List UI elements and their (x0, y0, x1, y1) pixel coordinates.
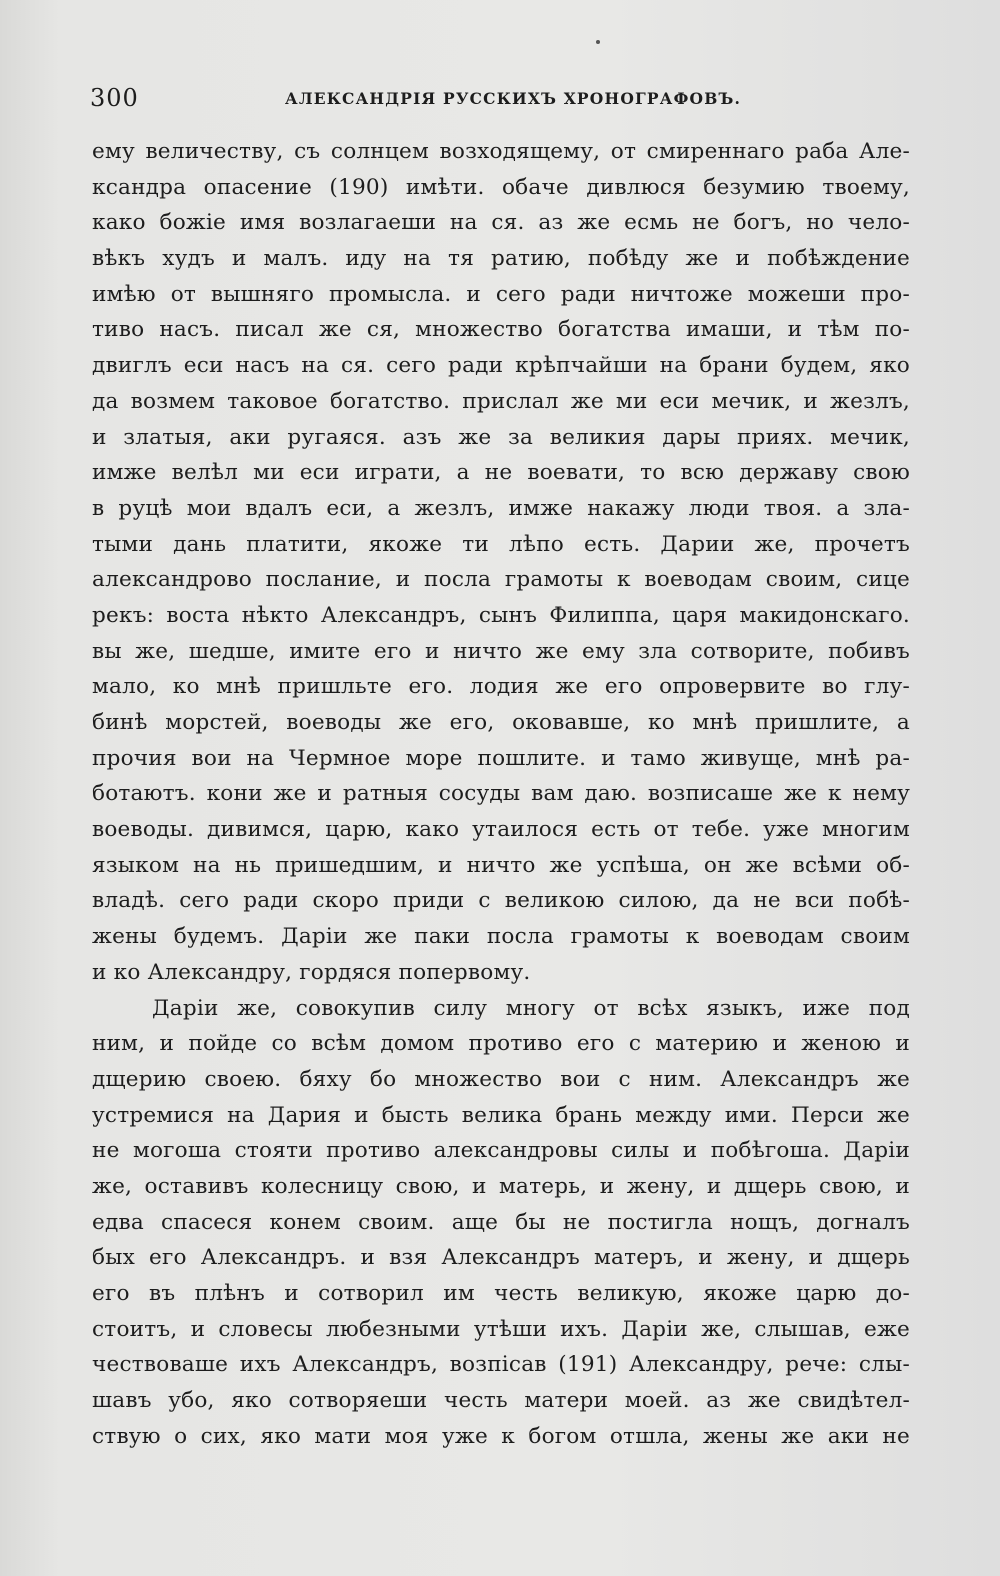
text-line: имже велѣл ми еси играти, а не воевати, то всю державу свою (92, 460, 910, 486)
text-line: ксандра опасение (190) имѣти. обаче дивлюся безумию твоему, (92, 174, 910, 200)
text-line: же, оставивъ колесницу свою, и матерь, и жену, и дщерь свою, и (92, 1173, 910, 1199)
text-line: устремися на Дария и бысть велика брань между ими. Перси же (92, 1102, 910, 1128)
text-line: стоитъ, и словесы любезными утѣши ихъ. Даріи же, слышав, еже (92, 1316, 910, 1342)
text-line: рекъ: воста нѣкто Александръ, сынъ Филиппа, царя макидонскаго. (92, 602, 910, 628)
text-line: воеводы. дивимся, царю, како утаилося есть от тебе. уже многим (92, 817, 910, 843)
text-line: жены будемъ. Даріи же паки посла грамоты к воеводам своим (92, 924, 910, 950)
page-header (90, 84, 910, 120)
text-line: дщерию своею. бяху бо множество вои с ним. Александръ же (92, 1066, 910, 1092)
text-line: како божіе имя возлагаеши на ся. аз же есмь не богъ, но чело- (92, 210, 910, 236)
text-line: бых его Александръ. и взя Александръ матеръ, и жену, и дщерь (92, 1245, 910, 1271)
text-line: бинѣ морстей, воеводы же его, оковавше, ко мнѣ пришлите, а (92, 710, 910, 735)
text-line: двиглъ еси насъ на ся. сего ради крѣпчайши на брани будем, яко (92, 353, 910, 379)
paragraph-first-line: Даріи же, совокупив силу многу от всѣх языкъ, иже под (152, 995, 910, 1021)
text-line: ствую о сих, яко мати моя уже к богом отшла, жены же аки не (92, 1423, 910, 1449)
text-line: ему величеству, съ солнцем возходящему, от смиреннаго раба Але- (92, 139, 910, 164)
ink-dot (596, 40, 600, 44)
text-line: и златыя, аки ругаяся. азъ же за великия дары приях. мечик, (92, 424, 910, 450)
text-line: не могоша стояти противо александровы силы и побѣгоша. Даріи (92, 1138, 910, 1164)
text-line: тиво насъ. писал же ся, множество богатства имаши, и тѣм по- (92, 317, 910, 343)
page-number: 300 (90, 84, 139, 112)
text-line: прочия вои на Чермное море пошлите. и тамо живуще, мнѣ ра- (92, 745, 910, 771)
text-line: владѣ. сего ради скоро приди с великою силою, да не вси побѣ- (92, 888, 910, 914)
text-line: имѣю от вышняго промысла. и сего ради ничтоже можеши про- (92, 281, 910, 307)
text-line: в руцѣ мои вдалъ еси, а жезлъ, имже накажу люди твоя. а зла- (92, 495, 910, 521)
text-line: языком на нь пришедшим, и ничто же успѣша, он же всѣми об- (92, 852, 910, 878)
text-line: мало, ко мнѣ пришльте его. лодия же его опровервите во глу- (92, 674, 910, 700)
text-line: вѣкъ худъ и малъ. иду на тя ратию, побѣду же и побѣждение (92, 246, 910, 272)
text-line: ним, и пойде со всѣм домом противо его с материю и женою и (92, 1031, 910, 1057)
text-line: да возмем таковое богатство. прислал же ми еси мечик, и жезлъ, (92, 388, 910, 414)
paragraph-end-line: и ко Александру, гордяся попервому. (92, 959, 531, 985)
text-line: вы же, шедше, имите его и ничто же ему зла сотворите, побивъ (92, 638, 910, 664)
text-line: его въ плѣнъ и сотворил им честь великую, якоже царю до- (92, 1281, 910, 1306)
running-title: АЛЕКСАНДРІЯ РУССКИХЪ ХРОНОГРАФОВЪ. (285, 89, 742, 108)
text-line: тыми дань платити, якоже ти лѣпо есть. Дарии же, прочетъ (92, 531, 910, 557)
text-line: александрово послание, и посла грамоты к воеводам своим, сице (92, 567, 910, 593)
text-line: чествоваше ихъ Александръ, возпісав (191) Александру, рече: слы- (92, 1352, 910, 1378)
text-body (92, 134, 910, 1454)
text-line: едва спасеся конем своим. аще бы не постигла нощъ, догналъ (92, 1209, 910, 1235)
text-line: ботаютъ. кони же и ратныя сосуды вам даю. возписаше же к нему (92, 781, 910, 807)
text-line: шавъ убо, яко сотворяеши честь матери моей. аз же свидѣтел- (92, 1388, 910, 1414)
